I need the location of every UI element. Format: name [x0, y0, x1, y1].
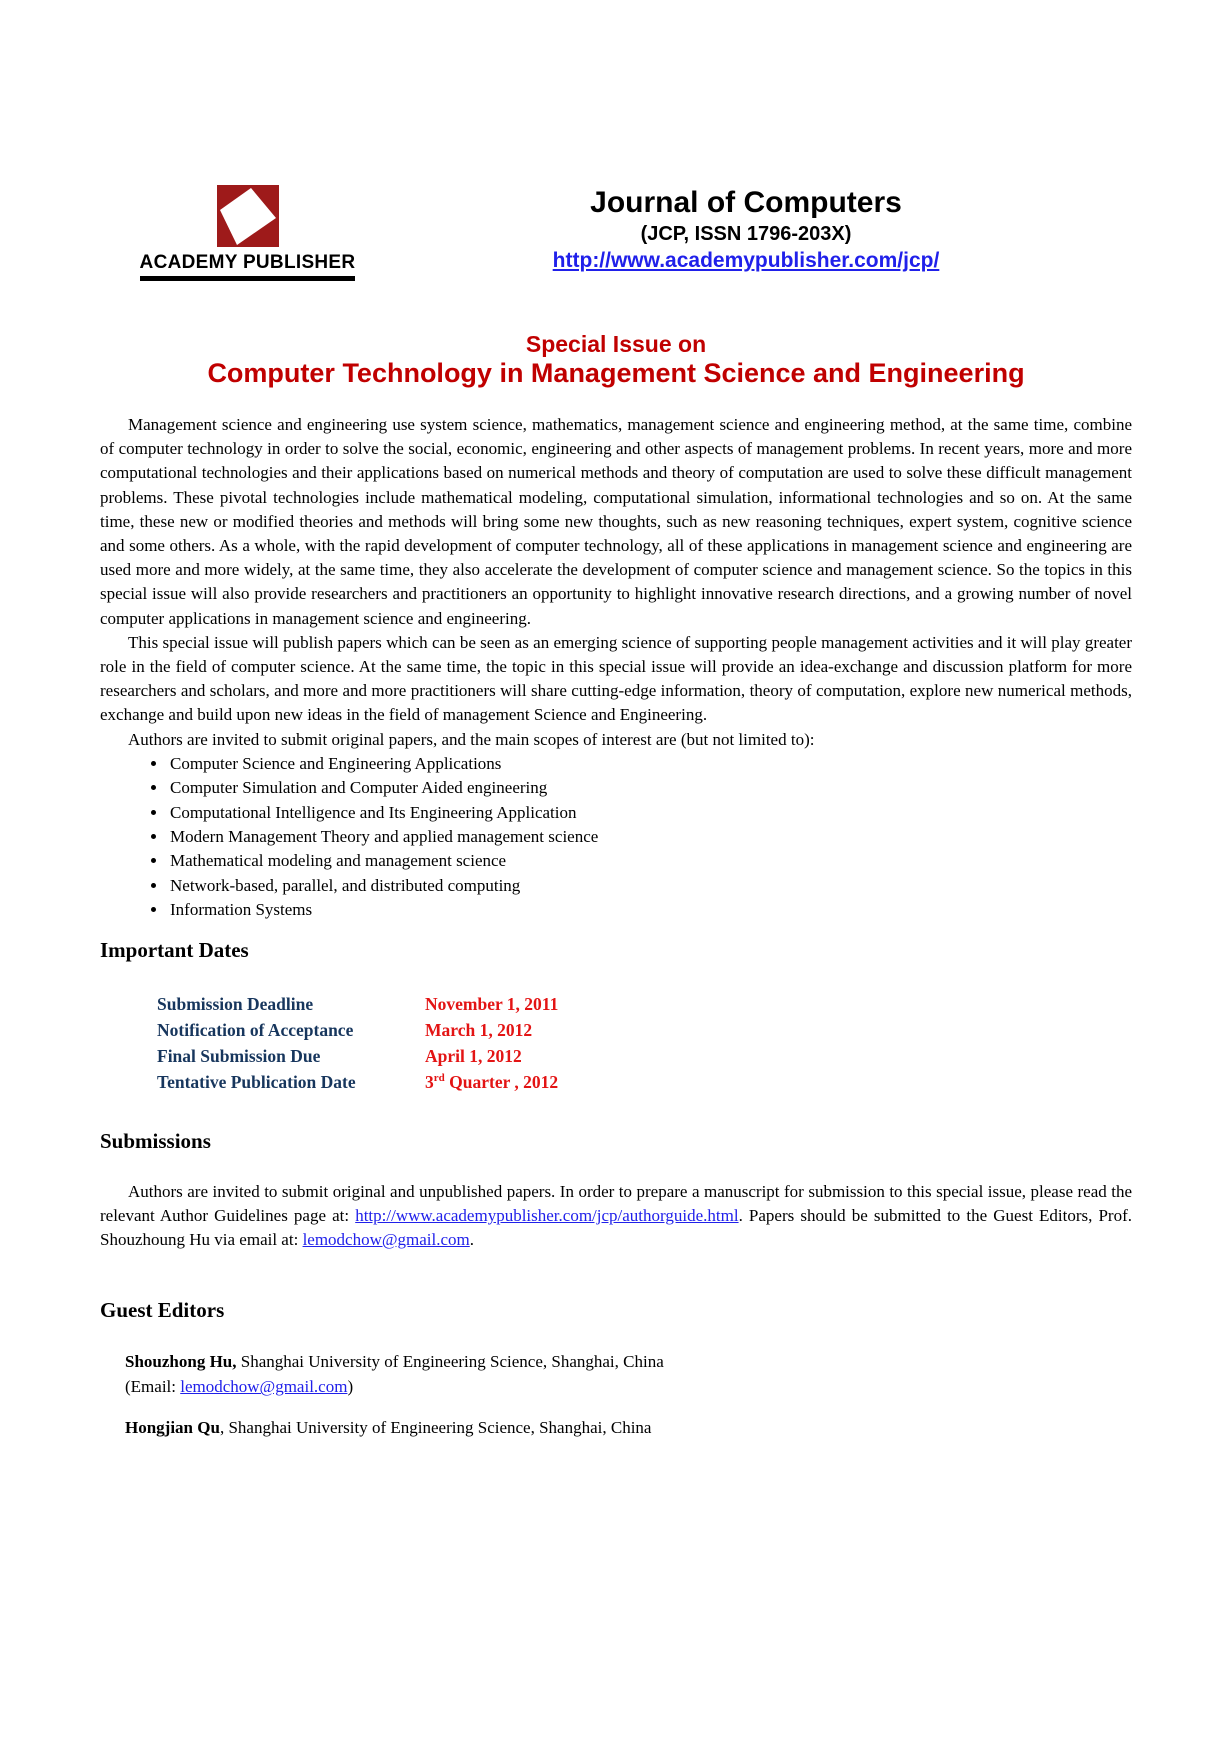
important-dates-table: [157, 991, 1132, 1095]
guest-editor-2: [125, 1415, 1132, 1440]
scope-item: • Network-based, parallel, and distributed computing: [168, 874, 1132, 898]
intro-paragraph-2: This special issue will publish papers which can be seen as an emerging science of supporting people management activities and it will play greater role in the field of computer science. At the same time, the topic in this special issue will provide an idea-exchange and discussion platform for more researchers and scholars, and more and more practitioners will share cutting-edge information, theory of computation, explore new numerical methods, exchange and build upon new ideas in the field of management Science and Engineering.: [100, 632, 1132, 725]
date-label: Tentative Publication Date: [157, 1071, 356, 1092]
editor-affiliation: , Shanghai University of Engineering Science, Shanghai, China: [219, 1418, 652, 1438]
scope-item: • Computer Science and Engineering Applications: [168, 752, 1132, 776]
date-value: 3rd Quarter , 2012: [425, 1071, 559, 1092]
submissions-text-1: Authors are invited to submit original and unpublished papers. In order to prepare a manuscript for submission to this special issue, please read the relevant Author Guidelines page at:: [100, 1181, 1132, 1225]
submissions-text-3: .: [469, 1230, 475, 1250]
introduction-section: [100, 413, 1132, 923]
guest-editors-section: [125, 1349, 1132, 1440]
dates-row-submission-deadline: [157, 991, 1132, 1017]
author-guidelines-link[interactable]: http://www.academypublisher.com/jcp/authorguide.html: [355, 1205, 739, 1225]
date-label: Submission Deadline: [157, 993, 314, 1014]
date-value: March 1, 2012: [425, 1019, 533, 1040]
special-issue-title: [100, 330, 1132, 389]
issn-line: (JCP, ISSN 1796-203X): [640, 223, 852, 245]
publisher-logo-block: [135, 183, 360, 281]
guest-editors-heading: Guest Editors: [100, 1298, 225, 1323]
scope-list: [100, 752, 1132, 923]
submission-email-link[interactable]: lemodchow@gmail.com: [302, 1230, 470, 1250]
dates-row-notification: [157, 1017, 1132, 1043]
date-value: April 1, 2012: [425, 1045, 522, 1066]
submissions-heading: Submissions: [100, 1128, 211, 1153]
important-dates-heading: Important Dates: [100, 937, 249, 962]
scope-item: • Information Systems: [168, 898, 1132, 922]
editor-email-link[interactable]: lemodchow@gmail.com: [180, 1377, 348, 1397]
dates-row-tentative-publication: [157, 1069, 1132, 1095]
scope-item: • Computer Simulation and Computer Aided engineering: [168, 776, 1132, 800]
journal-url-link[interactable]: http://www.academypublisher.com/jcp/: [552, 249, 940, 272]
intro-paragraph-1: Management science and engineering use system science, mathematics, management science and engineering method, at the same time, combine of computer technology in order to solve the social, economic, engineering and other aspects of management problems. In recent years, more and more computational technologies and their applications based on numerical methods and theory of computation are used to solve these difficult management problems. These pivotal technologies include mathematical modeling, computational simulation, informational technologies and so on. At the same time, these new or modified theories and methods will bring some new thoughts, such as new reasoning techniques, expert system, cognitive science and some others. As a whole, with the rapid development of computer technology, all of these applications in management science and engineering are used more and more widely, at the same time, they also accelerate the development of computer science and management science. So the topics in this special issue will also provide researchers and practitioners an opportunity to highlight innovative research directions, and a growing number of novel computer applications in management science and engineering.: [100, 415, 1132, 628]
scope-item: • Modern Management Theory and applied management science: [168, 825, 1132, 849]
guest-editor-1-email-line: (Email: lemodchow@gmail.com): [125, 1377, 354, 1397]
editor-name: Shouzhong Hu,: [125, 1352, 237, 1372]
date-value: November 1, 2011: [425, 993, 559, 1014]
submissions-paragraph: [100, 1180, 1132, 1253]
diamond-icon: [217, 185, 279, 247]
guest-editor-1: [125, 1349, 1132, 1399]
ordinal-suffix: rd: [433, 1071, 445, 1084]
guest-editor-2-line: [125, 1415, 1132, 1440]
document-header: [100, 183, 1132, 280]
journal-url-line: [360, 249, 1132, 273]
submissions-text-2: . Papers should be submitted to the Guest Editors, Prof. Shouzhoung Hu via email at:: [100, 1205, 1132, 1250]
guest-editor-1-line: [125, 1349, 1132, 1374]
publisher-name: ACADEMY PUBLISHER: [140, 252, 356, 281]
special-issue-title-line1: Special Issue on: [525, 331, 707, 357]
editor-affiliation: Shanghai University of Engineering Science, Shanghai, China: [236, 1352, 664, 1372]
journal-title: Journal of Computers: [590, 186, 902, 219]
publisher-logo-icon: [217, 185, 279, 247]
scope-item: • Mathematical modeling and management science: [168, 849, 1132, 873]
date-label: Final Submission Due: [157, 1045, 321, 1066]
masthead: [360, 187, 1132, 273]
scope-item: • Computational Intelligence and Its Engineering Application: [168, 801, 1132, 825]
dates-row-final-submission: [157, 1043, 1132, 1069]
special-issue-title-line2: Computer Technology in Management Science and Engineering: [207, 358, 1025, 388]
date-label: Notification of Acceptance: [157, 1019, 354, 1040]
scopes-intro-line: Authors are invited to submit original papers, and the main scopes of interest are (but not limited to):: [128, 729, 815, 749]
editor-name: Hongjian Qu: [125, 1418, 220, 1438]
